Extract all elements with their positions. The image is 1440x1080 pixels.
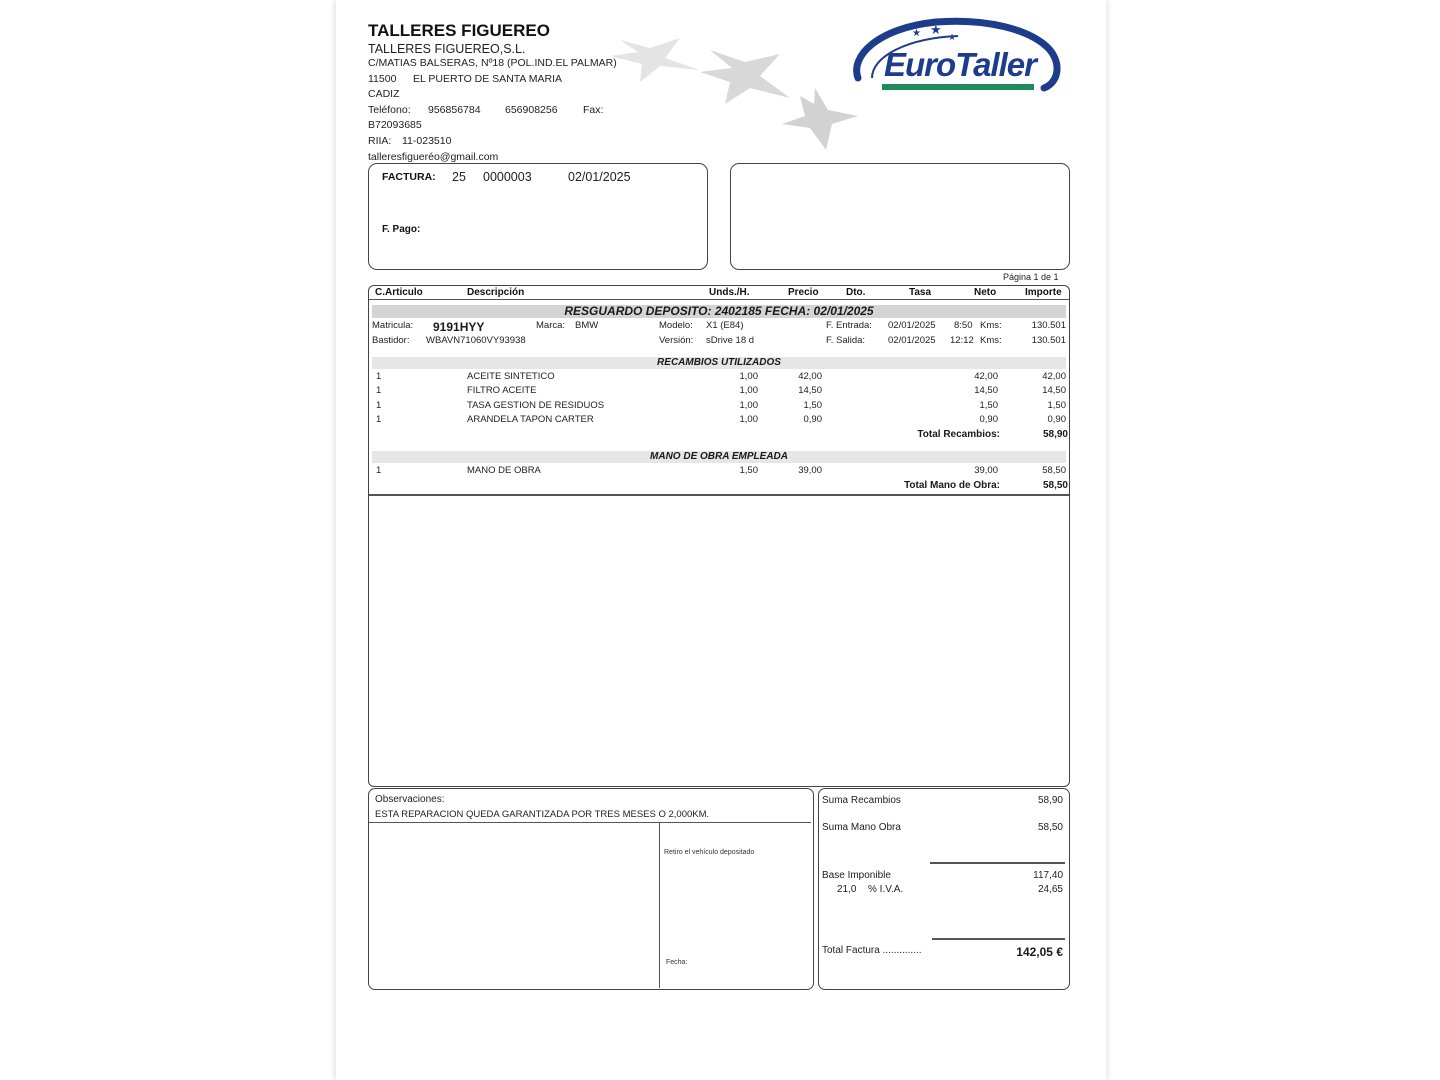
row-qty: 1,00 bbox=[739, 400, 758, 411]
header-divider bbox=[369, 299, 1069, 300]
version-label: Versión: bbox=[659, 335, 694, 346]
exit-date: 02/01/2025 bbox=[888, 335, 936, 346]
svg-text:★: ★ bbox=[930, 22, 942, 37]
row-net: 0,90 bbox=[979, 414, 998, 425]
labor-total: 58,50 bbox=[1042, 480, 1068, 491]
col-description: Descripción bbox=[467, 287, 525, 298]
row-net: 39,00 bbox=[974, 465, 998, 476]
row-amount: 14,50 bbox=[1042, 385, 1066, 396]
phone-1: 956856784 bbox=[428, 104, 481, 116]
svg-text:★: ★ bbox=[912, 28, 921, 39]
row-description: FILTRO ACEITE bbox=[467, 385, 537, 396]
parts-total-label: Total Recambios: bbox=[917, 429, 1000, 440]
row-amount: 58,50 bbox=[1042, 465, 1066, 476]
row-description: TASA GESTION DE RESIDUOS bbox=[467, 400, 605, 411]
row-qty: 1,00 bbox=[739, 414, 758, 425]
col-price: Precio bbox=[788, 287, 819, 298]
fax-label: Fax: bbox=[583, 104, 604, 116]
company-city: EL PUERTO DE SANTA MARIA bbox=[413, 73, 562, 85]
row-price: 1,50 bbox=[803, 400, 822, 411]
entry-time: 8:50 bbox=[954, 320, 973, 331]
version-value: sDrive 18 d bbox=[706, 335, 755, 346]
row-amount: 1,50 bbox=[1047, 400, 1066, 411]
company-postal-code: 11500 bbox=[368, 73, 397, 85]
plate-value: 9191HYY bbox=[433, 320, 485, 334]
row-code: 1 bbox=[376, 371, 382, 382]
row-qty: 1,00 bbox=[739, 385, 758, 396]
parts-section-title: RECAMBIOS UTILIZADOS bbox=[372, 357, 1066, 369]
invoice-label: FACTURA: bbox=[382, 171, 436, 183]
row-code: 1 bbox=[376, 400, 382, 411]
row-price: 14,50 bbox=[798, 385, 822, 396]
items-end-divider bbox=[369, 494, 1069, 496]
tax-base: 117,40 bbox=[1033, 870, 1063, 881]
tax-base-label: Base Imponible bbox=[822, 870, 891, 881]
subtotal-rule bbox=[930, 862, 1065, 864]
svg-text:★: ★ bbox=[948, 32, 957, 42]
entry-date: 02/01/2025 bbox=[888, 320, 936, 331]
row-amount: 42,00 bbox=[1042, 371, 1066, 382]
col-discount: Dto. bbox=[846, 287, 866, 298]
col-net: Neto bbox=[974, 287, 997, 298]
labor-section-title: MANO DE OBRA EMPLEADA bbox=[372, 451, 1066, 463]
row-price: 0,90 bbox=[803, 414, 822, 425]
vat-amount: 24,65 bbox=[1037, 884, 1063, 895]
row-qty: 1,00 bbox=[739, 371, 758, 382]
deposit-banner: RESGUARDO DEPOSITO: 2402185 FECHA: 02/01/2025 bbox=[372, 305, 1066, 318]
plate-label: Matricula: bbox=[372, 320, 414, 331]
company-name: TALLERES FIGUEREO bbox=[368, 21, 550, 40]
row-net: 14,50 bbox=[974, 385, 998, 396]
phone-label: Teléfono: bbox=[368, 104, 411, 116]
vat-rate: 21,0 bbox=[837, 884, 857, 895]
pickup-text: Retiro el vehículo depositado bbox=[664, 849, 755, 856]
model-label: Modelo: bbox=[659, 320, 693, 331]
observations-text: ESTA REPARACION QUEDA GARANTIZADA POR TRES MESES O 2,000KM. bbox=[375, 809, 710, 820]
logo-text: EuroTaller bbox=[884, 46, 1036, 83]
payment-label: F. Pago: bbox=[382, 224, 421, 235]
invoice-total-label: Total Factura .............. bbox=[822, 945, 922, 956]
company-address: C/MATIAS BALSERAS, Nº18 (POL.IND.EL PALMAR) bbox=[368, 57, 617, 69]
entry-label: F. Entrada: bbox=[826, 320, 872, 331]
invoice-date: 02/01/2025 bbox=[568, 170, 631, 184]
col-amount: Importe bbox=[1025, 287, 1062, 298]
invoice-number: 0000003 bbox=[483, 170, 532, 184]
row-amount: 0,90 bbox=[1047, 414, 1066, 425]
sum-parts-label: Suma Recambios bbox=[822, 795, 901, 806]
phone-2: 656908256 bbox=[505, 104, 558, 116]
signature-divider bbox=[659, 823, 660, 988]
vin-label: Bastidor: bbox=[372, 335, 410, 346]
company-province: CADIZ bbox=[368, 88, 400, 100]
exit-km: 130.501 bbox=[1031, 335, 1066, 346]
observations-divider bbox=[369, 822, 811, 823]
vat-label: % I.V.A. bbox=[868, 884, 904, 895]
row-qty: 1,50 bbox=[739, 465, 758, 476]
exit-label: F. Salida: bbox=[826, 335, 866, 346]
sum-parts: 58,90 bbox=[1037, 795, 1063, 806]
invoice-series: 25 bbox=[452, 170, 466, 184]
company-email: talleresfigueréo@gmail.com bbox=[368, 151, 499, 163]
entry-km: 130.501 bbox=[1031, 320, 1066, 331]
parts-total: 58,90 bbox=[1042, 429, 1068, 440]
row-code: 1 bbox=[376, 385, 382, 396]
col-code: C.Articulo bbox=[375, 287, 423, 298]
sum-labor-label: Suma Mano Obra bbox=[822, 822, 901, 833]
brand-label: Marca: bbox=[536, 320, 566, 331]
col-rate: Tasa bbox=[909, 287, 932, 298]
riia-number: 11-023510 bbox=[402, 135, 452, 147]
stars-watermark bbox=[560, 20, 880, 150]
exit-time: 12:12 bbox=[950, 335, 974, 346]
entry-km-label: Kms: bbox=[980, 320, 1002, 331]
brand-value: BMW bbox=[575, 320, 599, 331]
company-cif: B72093685 bbox=[368, 119, 422, 131]
row-price: 39,00 bbox=[798, 465, 822, 476]
exit-km-label: Kms: bbox=[980, 335, 1002, 346]
row-code: 1 bbox=[376, 414, 382, 425]
row-description: ARANDELA TAPON CARTER bbox=[467, 414, 594, 425]
model-value: X1 (E84) bbox=[706, 320, 744, 331]
row-description: MANO DE OBRA bbox=[467, 465, 541, 476]
row-net: 42,00 bbox=[974, 371, 998, 382]
total-rule bbox=[932, 938, 1065, 940]
row-price: 42,00 bbox=[798, 371, 822, 382]
riia-label: RIIA: bbox=[368, 135, 392, 147]
vin-value: WBAVN71060VY93938 bbox=[426, 335, 526, 346]
eurotaller-logo bbox=[848, 16, 1062, 96]
customer-box bbox=[730, 163, 1070, 270]
invoice-total: 142,05 € bbox=[1016, 945, 1063, 959]
company-legal-name: TALLERES FIGUEREO,S.L. bbox=[368, 42, 526, 56]
row-code: 1 bbox=[376, 465, 382, 476]
signature-date-label: Fecha: bbox=[666, 959, 688, 966]
row-description: ACEITE SINTETICO bbox=[467, 371, 555, 382]
row-net: 1,50 bbox=[979, 400, 998, 411]
observations-label: Observaciones: bbox=[375, 794, 445, 805]
labor-total-label: Total Mano de Obra: bbox=[904, 480, 1000, 491]
sum-labor: 58,50 bbox=[1037, 822, 1063, 833]
col-units: Unds./H. bbox=[709, 287, 750, 298]
page-indicator: Página 1 de 1 bbox=[1003, 272, 1059, 282]
